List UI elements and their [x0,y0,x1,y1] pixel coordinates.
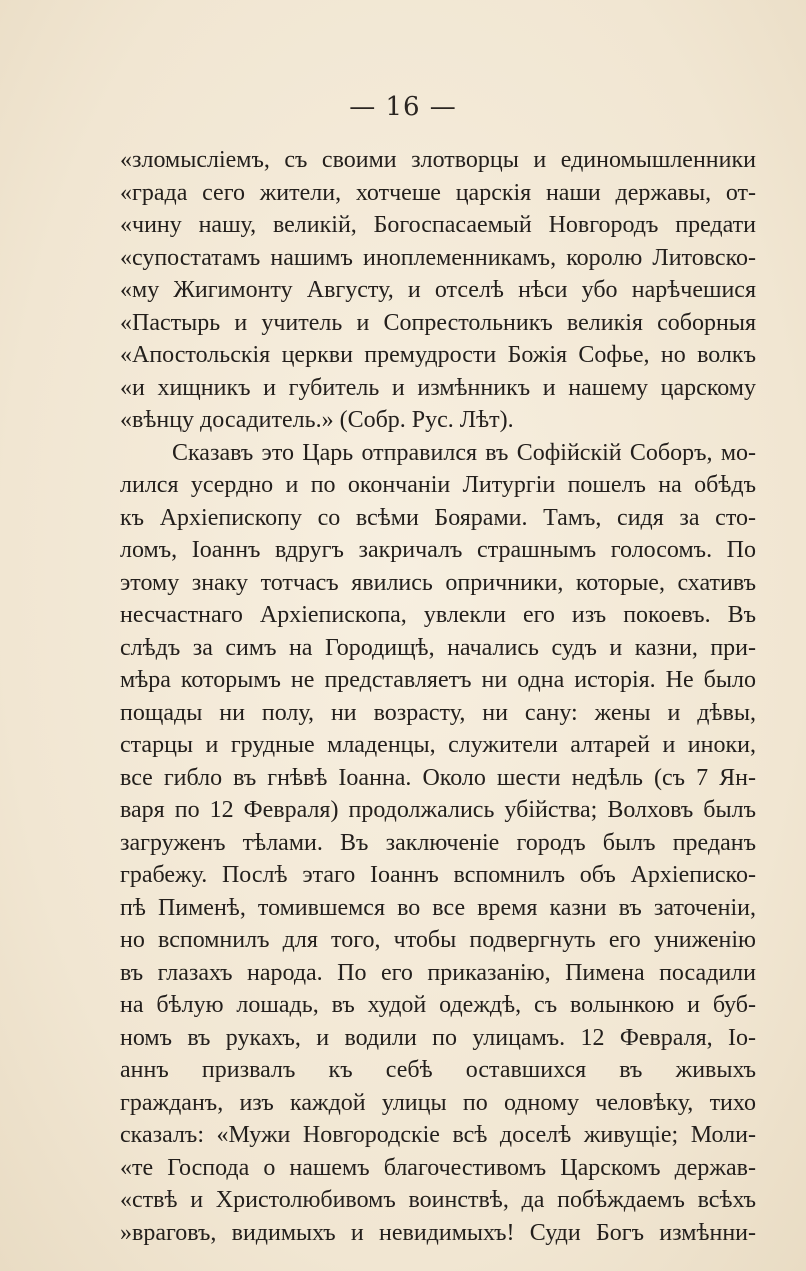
text-line: все гибло въ гнѣвѣ Іоанна. Около шести недѣль (съ 7 Ян- [120,764,756,791]
text-line: варя по 12 Февраля) продолжались убійства; Волховъ былъ [120,797,756,823]
text-line: «вѣнцу досадитель.» (Собр. Рус. Лѣт). [120,407,514,433]
text-line: въ глазахъ народа. По его приказанію, Пимена посадили [120,959,756,986]
text-line: «зломысліемъ, съ своими злотворцы и единомышленники [120,147,756,173]
text-line: «те Господа о нашемъ благочестивомъ Царскомъ держав- [120,1154,756,1181]
text-line: къ Архіепископу со всѣми Боярами. Тамъ, сидя за сто- [120,504,756,531]
text-line: мѣра которымъ не представляетъ ни одна исторія. Не было [120,667,756,693]
text-line: аннъ призвалъ къ себѣ оставшихся въ живыхъ [120,1057,756,1083]
text-line: «и хищникъ и губитель и измѣнникъ и нашему царскому [120,374,756,401]
text-line: номъ въ рукахъ, и водили по улицамъ. 12 Февраля, Іо- [120,1024,756,1051]
text-line: »враговъ, видимыхъ и невидимыхъ! Суди Богъ измѣнни- [120,1219,756,1246]
text-line: слѣдъ за симъ на Городищѣ, начались судъ и казни, при- [120,634,756,661]
text-line: сказалъ: «Мужи Новгородскіе всѣ доселѣ живущіе; Моли- [120,1122,756,1148]
text-line: лился усердно и по окончаніи Литургіи пошелъ на обѣдъ [120,472,756,498]
text-line: «града сего жители, хотчеше царскія наши державы, от- [120,179,756,206]
text-line: загруженъ тѣлами. Въ заключеніе городъ былъ преданъ [120,829,756,856]
text-line: «Апостольскія церкви премудрости Божія Софье, но волкъ [120,342,756,368]
text-line: на бѣлую лошадь, въ худой одеждѣ, съ волынкою и буб- [120,992,756,1018]
text-line: Сказавъ это Царь отправился въ Софійскій Соборъ, мо- [172,439,756,466]
page-number: — 16 — [349,92,457,122]
body-text [120,144,756,1249]
text-line: несчастнаго Архіепископа, увлекли его изъ покоевъ. Въ [120,602,756,628]
text-line: пощады ни полу, ни возрасту, ни сану: жены и дѣвы, [120,699,756,726]
text-line: «ствѣ и Христолюбивомъ воинствѣ, да побѣждаемъ всѣхъ [120,1187,756,1213]
text-line: грабежу. Послѣ этаго Іоаннъ вспомнилъ объ Архіеписко- [120,862,756,888]
text-line: «чину нашу, великій, Богоспасаемый Новгородъ предати [120,212,756,238]
text-line: этому знаку тотчасъ явились опричники, которые, схативъ [120,569,756,596]
text-line: «супостатамъ нашимъ иноплеменникамъ, королю Литовско- [120,244,756,271]
text-line: «му Жигимонту Августу, и отселѣ нѣси убо нарѣчешися [120,277,756,303]
text-line: ломъ, Іоаннъ вдругъ закричалъ страшнымъ голосомъ. По [120,537,756,563]
text-line: гражданъ, изъ каждой улицы по одному человѣку, тихо [120,1089,756,1116]
text-line: «Пастырь и учитель и Сопрестольникъ великія соборныя [120,309,756,336]
text-line: старцы и грудные младенцы, служители алтарей и иноки, [120,732,756,758]
text-line: пѣ Пименѣ, томившемся во все время казни въ заточеніи, [120,894,756,921]
text-line: но вспомнилъ для того, чтобы подвергнуть его униженію [120,927,756,953]
